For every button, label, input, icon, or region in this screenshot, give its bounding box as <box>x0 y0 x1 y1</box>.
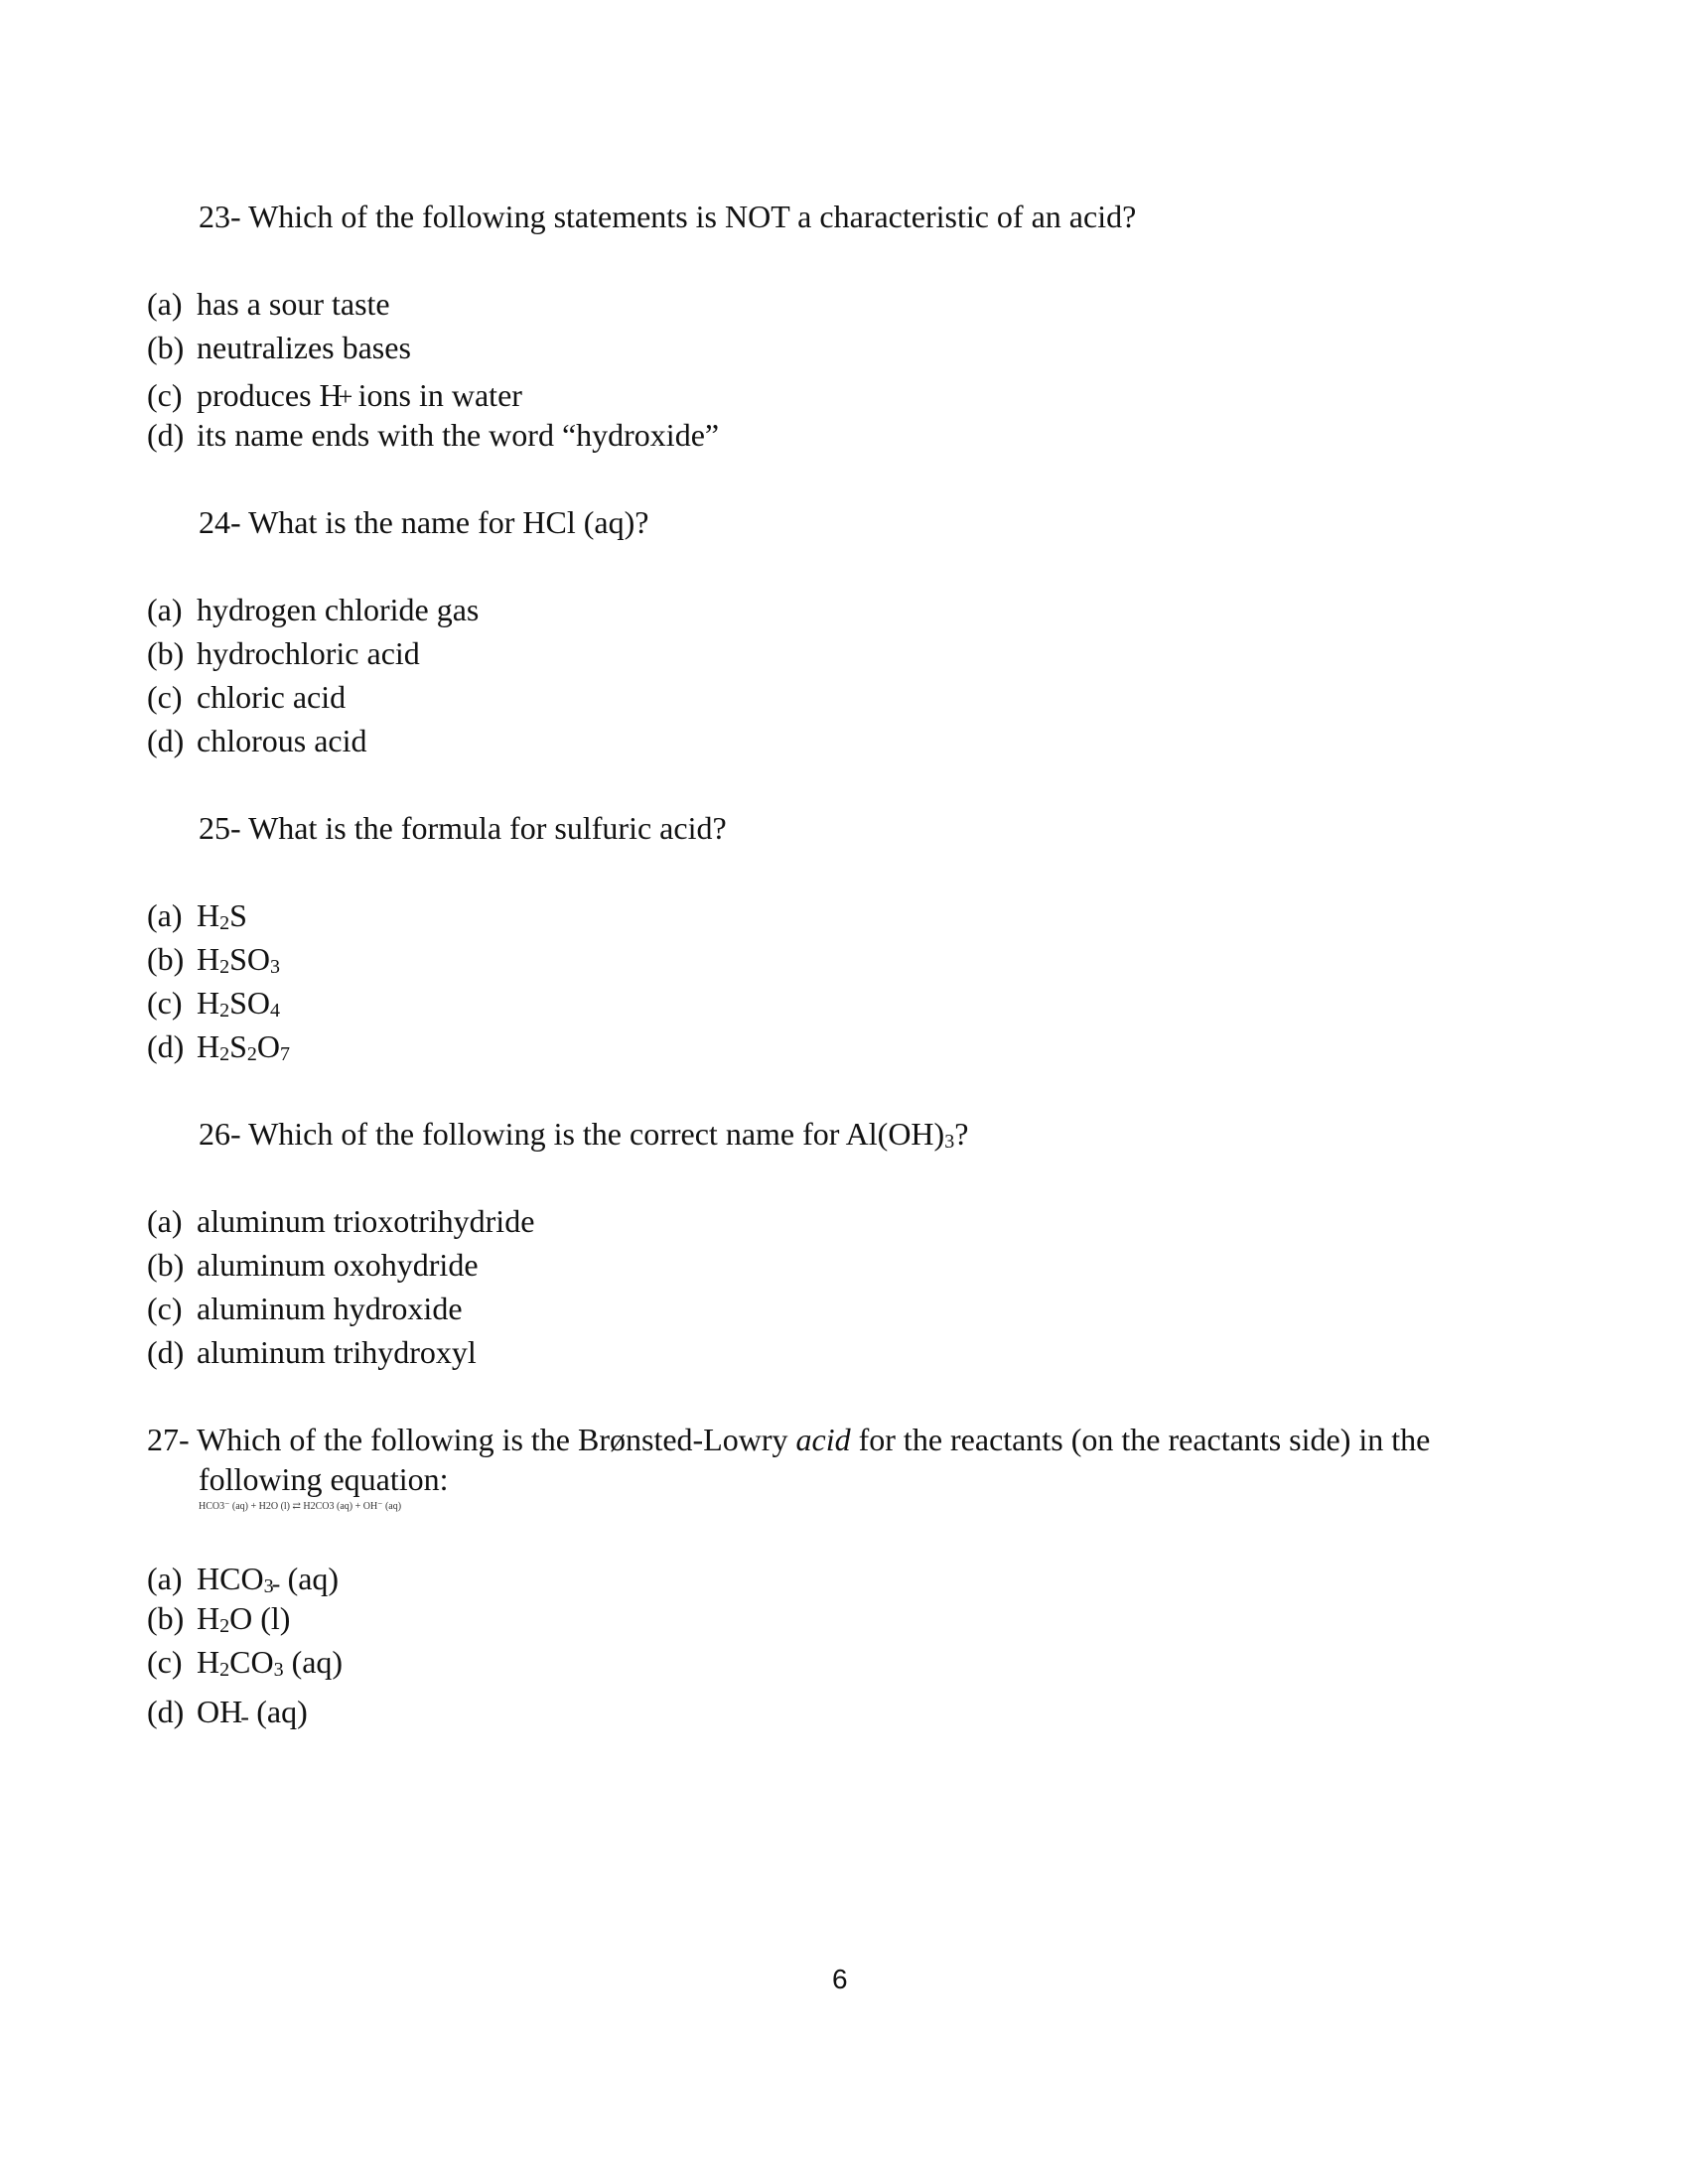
formula: $H_2O$ (l) <box>197 1600 291 1637</box>
option-text: has a sour taste <box>197 286 390 322</box>
q23-option-d <box>147 415 719 455</box>
q24-option-b <box>147 633 420 673</box>
q23-option-b <box>147 328 411 367</box>
option-text-post: ions in water <box>350 377 522 413</box>
option-letter: (b) <box>147 1247 185 1283</box>
q23-option-c <box>147 375 522 415</box>
option-text: hydrogen chloride gas <box>197 592 480 627</box>
option-letter: (c) <box>147 1291 183 1326</box>
option-letter: (d) <box>147 1694 185 1729</box>
q26-option-a <box>147 1201 534 1241</box>
option-letter: (b) <box>147 330 185 365</box>
option-letter: (a) <box>147 1561 183 1596</box>
option-text: aluminum oxohydride <box>197 1247 479 1283</box>
option-letter: (c) <box>147 1644 183 1680</box>
emphasis-acid: acid <box>795 1422 851 1457</box>
formula: $H_2SO_3$ <box>197 941 281 978</box>
formula: $HCO_3$ - (aq) <box>197 1561 340 1598</box>
option-text: neutralizes bases <box>197 330 411 365</box>
option-letter: (c) <box>147 679 183 715</box>
option-letter: (a) <box>147 1203 183 1239</box>
formula: $H_2SO_4$ <box>197 985 281 1022</box>
q27-option-d: (d) OH - (aq) <box>147 1694 308 1731</box>
page-number: 6 <box>832 1964 848 1994</box>
q25-option-a <box>147 895 247 935</box>
q25-option-b <box>147 939 280 979</box>
option-text: chlorous acid <box>197 723 367 758</box>
option-letter: (d) <box>147 417 185 453</box>
formula: $H_2S$ <box>197 897 247 934</box>
option-text: its name ends with the word “hydroxide” <box>197 417 720 453</box>
option-letter: (d) <box>147 723 185 758</box>
superscript-plus: + <box>338 382 353 411</box>
formula: $H_2CO_3$ (aq) <box>197 1644 344 1681</box>
option-text: aluminum trihydroxyl <box>197 1334 477 1370</box>
q24-option-a <box>147 590 479 629</box>
option-letter: (c) <box>147 377 183 413</box>
formula: $H_2S_2O_7$ <box>197 1028 291 1065</box>
option-letter: (d) <box>147 1028 185 1064</box>
question-23-stem: 23- Which of the following statements is NOT a characteristic of an acid? <box>199 199 1137 234</box>
reaction-equation: HCO3⁻ (aq) + H2O (l) ⇄ H2CO3 (aq) + OH⁻ (aq) <box>199 1501 402 1512</box>
option-text: hydrochloric acid <box>197 635 420 671</box>
option-text: chloric acid <box>197 679 347 715</box>
question-25-stem: 25- What is the formula for sulfuric acid? <box>199 810 727 846</box>
option-letter: (b) <box>147 635 185 671</box>
option-letter: (a) <box>147 897 183 933</box>
superscript-minus: - <box>240 1703 249 1731</box>
question-27-stem-line2: following equation: <box>199 1461 449 1497</box>
option-letter: (b) <box>147 941 185 977</box>
option-letter: (d) <box>147 1334 185 1370</box>
q26-option-c <box>147 1289 463 1328</box>
question-24-stem: 24- What is the name for HCl (aq)? <box>199 504 649 540</box>
option-letter: (c) <box>147 985 183 1021</box>
q24-option-d <box>147 721 367 760</box>
q27-option-b <box>147 1598 290 1638</box>
q25-option-c <box>147 983 280 1023</box>
option-text-pre: produces H <box>197 377 343 413</box>
q23-option-a <box>147 284 390 324</box>
q27-option-a <box>147 1559 339 1598</box>
question-27-stem: 27- Which of the following is the Brønsted-Lowry acid for the reactants (on the reactants side) in the <box>147 1422 1431 1457</box>
q24-option-c <box>147 677 346 717</box>
superscript-minus: - <box>271 1570 281 1598</box>
q27-option-c <box>147 1642 343 1682</box>
option-letter: (b) <box>147 1600 185 1636</box>
question-26-stem: 26- Which of the following is the correct name for $Al(OH)_3$? <box>199 1116 969 1153</box>
q26-option-b <box>147 1245 479 1285</box>
option-text: aluminum trioxotrihydride <box>197 1203 535 1239</box>
option-text: aluminum hydroxide <box>197 1291 463 1326</box>
q25-option-d <box>147 1026 290 1066</box>
option-letter: (a) <box>147 592 183 627</box>
option-letter: (a) <box>147 286 183 322</box>
q26-option-d <box>147 1332 477 1372</box>
